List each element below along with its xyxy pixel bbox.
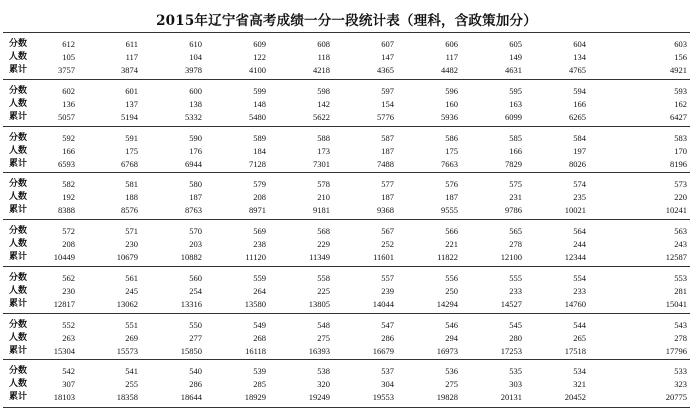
table-cell: 278	[509, 239, 522, 249]
cumulative-row	[3, 203, 690, 217]
table-cell: 197	[573, 145, 586, 156]
table-cell: 590	[189, 132, 202, 143]
row-label: 分数	[9, 179, 28, 190]
table-cell: 18929	[244, 392, 266, 403]
table-cell: 592	[62, 132, 75, 143]
table-cell: 6427	[670, 111, 687, 122]
table-cell: 542	[62, 366, 75, 377]
table-cell: 534	[573, 366, 586, 377]
table-cell: 156	[674, 52, 687, 62]
table-cell: 285	[253, 379, 266, 390]
row-label: 人数	[9, 145, 28, 156]
table-cell: 160	[445, 98, 458, 109]
table-cell: 561	[125, 272, 138, 283]
table-cell: 13062	[116, 298, 138, 309]
table-cell: 610	[189, 39, 202, 49]
table-cell: 5057	[58, 111, 75, 122]
table-cell: 599	[253, 85, 266, 96]
table-cell: 230	[62, 285, 75, 296]
row-label: 累计	[9, 65, 28, 75]
table-cell: 10679	[116, 252, 138, 262]
table-cell: 243	[674, 239, 687, 249]
table-cell: 166	[62, 145, 75, 156]
table-block	[3, 266, 690, 314]
table-cell: 544	[573, 319, 586, 330]
table-cell: 5194	[121, 111, 138, 122]
row-label: 累计	[9, 158, 28, 169]
table-cell: 187	[381, 192, 394, 203]
table-cell: 104	[189, 52, 202, 62]
table-cell: 12100	[500, 252, 522, 262]
table-cell: 231	[509, 192, 522, 203]
count-row	[3, 377, 690, 391]
table-cell: 571	[125, 226, 138, 236]
count-row	[3, 97, 690, 111]
table-cell: 8576	[121, 205, 138, 216]
table-cell: 14044	[372, 298, 394, 309]
table-cell: 277	[189, 332, 202, 343]
table-cell: 11120	[245, 252, 266, 262]
table-cell: 230	[125, 239, 138, 249]
table-cell: 594	[573, 85, 586, 96]
table-cell: 6099	[505, 111, 522, 122]
table-cell: 175	[125, 145, 138, 156]
row-label: 人数	[9, 285, 28, 296]
table-cell: 10241	[665, 205, 687, 216]
table-cell: 19553	[372, 392, 394, 403]
table-cell: 587	[381, 132, 394, 143]
score-row	[3, 224, 690, 238]
table-cell: 547	[381, 319, 394, 330]
table-cell: 238	[253, 239, 266, 249]
table-cell: 549	[253, 319, 266, 330]
table-cell: 5622	[313, 111, 330, 122]
table-cell: 5480	[249, 111, 266, 122]
table-cell: 570	[189, 226, 202, 236]
table-cell: 597	[381, 85, 394, 96]
table-cell: 608	[317, 39, 330, 49]
table-block	[3, 359, 690, 408]
table-cell: 12344	[564, 252, 586, 262]
table-cell: 7128	[249, 158, 266, 169]
table-cell: 593	[674, 85, 687, 96]
table-cell: 235	[573, 192, 586, 203]
table-cell: 210	[317, 192, 330, 203]
row-label: 累计	[9, 298, 28, 309]
table-cell: 154	[381, 98, 394, 109]
table-cell: 3874	[121, 65, 138, 75]
table-cell: 557	[381, 272, 394, 283]
table-cell: 18358	[116, 392, 138, 403]
table-cell: 244	[573, 239, 586, 249]
score-row	[3, 364, 690, 378]
table-cell: 8196	[670, 158, 687, 169]
table-cell: 12587	[665, 252, 687, 262]
table-cell: 20775	[665, 392, 687, 403]
table-cell: 250	[445, 285, 458, 296]
row-label: 人数	[9, 192, 28, 203]
table-cell: 268	[253, 332, 266, 343]
table-cell: 14527	[500, 298, 522, 309]
table-cell: 559	[253, 272, 266, 283]
table-cell: 558	[317, 272, 330, 283]
table-cell: 604	[573, 39, 586, 49]
table-cell: 16393	[308, 345, 330, 356]
row-label: 累计	[9, 345, 28, 356]
table-cell: 265	[573, 332, 586, 343]
table-cell: 543	[674, 319, 687, 330]
table-cell: 275	[317, 332, 330, 343]
count-row	[3, 284, 690, 298]
table-cell: 323	[674, 379, 687, 390]
table-cell: 6265	[569, 111, 586, 122]
table-cell: 233	[573, 285, 586, 296]
table-cell: 12817	[53, 298, 75, 309]
table-cell: 18103	[53, 392, 75, 403]
table-cell: 588	[317, 132, 330, 143]
table-cell: 208	[62, 239, 75, 249]
table-cell: 275	[445, 379, 458, 390]
table-cell: 553	[674, 272, 687, 283]
table-cell: 5332	[185, 111, 202, 122]
cumulative-row	[3, 297, 690, 311]
table-cell: 269	[125, 332, 138, 343]
table-cell: 221	[445, 239, 458, 249]
row-label: 分数	[9, 39, 28, 49]
table-cell: 17253	[500, 345, 522, 356]
table-cell: 583	[674, 132, 687, 143]
table-cell: 15850	[180, 345, 202, 356]
score-row	[3, 177, 690, 191]
table-cell: 16118	[245, 345, 266, 356]
table-cell: 7663	[441, 158, 458, 169]
table-cell: 609	[253, 39, 266, 49]
table-cell: 11601	[373, 252, 394, 262]
table-cell: 176	[189, 145, 202, 156]
table-cell: 575	[509, 179, 522, 190]
row-label: 累计	[9, 111, 28, 122]
cumulative-row	[3, 110, 690, 124]
table-cell: 5776	[377, 111, 394, 122]
table-cell: 4631	[505, 65, 522, 75]
table-cell: 550	[189, 319, 202, 330]
table-block	[3, 172, 690, 220]
table-cell: 574	[573, 179, 586, 190]
table-cell: 10021	[564, 205, 586, 216]
row-label: 分数	[9, 319, 28, 330]
table-cell: 263	[62, 332, 75, 343]
table-cell: 606	[445, 39, 458, 49]
table-cell: 567	[381, 226, 394, 236]
table-cell: 535	[509, 366, 522, 377]
table-cell: 579	[253, 179, 266, 190]
score-row	[3, 271, 690, 285]
table-cell: 545	[509, 319, 522, 330]
table-cell: 245	[125, 285, 138, 296]
table-cell: 18644	[180, 392, 202, 403]
table-cell: 303	[509, 379, 522, 390]
table-cell: 17518	[564, 345, 586, 356]
table-cell: 6768	[121, 158, 138, 169]
table-block	[3, 219, 690, 267]
table-cell: 307	[62, 379, 75, 390]
count-row	[3, 237, 690, 251]
row-label: 人数	[9, 379, 28, 390]
table-cell: 8763	[185, 205, 202, 216]
table-cell: 162	[674, 98, 687, 109]
table-cell: 170	[674, 145, 687, 156]
table-block	[3, 79, 690, 127]
table-cell: 541	[125, 366, 138, 377]
table-cell: 184	[253, 145, 266, 156]
table-cell: 8388	[58, 205, 75, 216]
cumulative-row	[3, 344, 690, 358]
cumulative-row	[3, 63, 690, 77]
score-row	[3, 37, 690, 51]
table-cell: 239	[381, 285, 394, 296]
table-cell: 4365	[377, 65, 394, 75]
table-cell: 17796	[665, 345, 687, 356]
table-cell: 5936	[441, 111, 458, 122]
table-cell: 149	[509, 52, 522, 62]
table-cell: 118	[317, 52, 330, 62]
table-cell: 280	[509, 332, 522, 343]
table-cell: 105	[62, 52, 75, 62]
table-cell: 19249	[308, 392, 330, 403]
table-cell: 187	[381, 145, 394, 156]
table-cell: 4482	[441, 65, 458, 75]
table-cell: 286	[189, 379, 202, 390]
table-cell: 13805	[308, 298, 330, 309]
table-title: 2015年辽宁省高考成绩一分一段统计表（理科，含政策加分）	[156, 13, 537, 29]
table-cell: 564	[573, 226, 586, 236]
table-cell: 565	[509, 226, 522, 236]
table-cell: 117	[445, 52, 458, 62]
table-cell: 572	[62, 226, 75, 236]
table-cell: 320	[317, 379, 330, 390]
table-block	[3, 313, 690, 361]
count-row	[3, 190, 690, 204]
table-cell: 607	[381, 39, 394, 49]
table-cell: 187	[189, 192, 202, 203]
table-cell: 569	[253, 226, 266, 236]
table-cell: 278	[674, 332, 687, 343]
table-cell: 14294	[436, 298, 458, 309]
table-cell: 586	[445, 132, 458, 143]
table-cell: 539	[253, 366, 266, 377]
table-cell: 286	[381, 332, 394, 343]
table-cell: 19828	[436, 392, 458, 403]
table-cell: 188	[125, 192, 138, 203]
score-row	[3, 84, 690, 98]
table-cell: 136	[62, 98, 75, 109]
table-cell: 595	[509, 85, 522, 96]
table-cell: 16973	[436, 345, 458, 356]
row-label: 累计	[9, 252, 28, 262]
table-cell: 591	[125, 132, 138, 143]
count-row	[3, 331, 690, 345]
table-cell: 601	[125, 85, 138, 96]
row-label: 人数	[9, 98, 28, 109]
table-cell: 582	[62, 179, 75, 190]
table-cell: 555	[509, 272, 522, 283]
table-cell: 225	[317, 285, 330, 296]
table-cell: 538	[317, 366, 330, 377]
table-cell: 137	[125, 98, 138, 109]
row-label: 分数	[9, 366, 28, 377]
table-cell: 15304	[53, 345, 75, 356]
table-cell: 254	[189, 285, 202, 296]
table-cell: 585	[509, 132, 522, 143]
table-cell: 552	[62, 319, 75, 330]
row-label: 人数	[9, 52, 28, 62]
table-cell: 602	[62, 85, 75, 96]
table-cell: 281	[674, 285, 687, 296]
table-cell: 9181	[313, 205, 330, 216]
table-cell: 9555	[441, 205, 458, 216]
table-cell: 581	[125, 179, 138, 190]
table-cell: 142	[317, 98, 330, 109]
table-cell: 166	[573, 98, 586, 109]
score-distribution-table	[3, 32, 690, 406]
table-cell: 220	[674, 192, 687, 203]
table-cell: 166	[509, 145, 522, 156]
table-cell: 605	[509, 39, 522, 49]
table-cell: 600	[189, 85, 202, 96]
table-cell: 10882	[180, 252, 202, 262]
table-cell: 9786	[505, 205, 522, 216]
table-cell: 562	[62, 272, 75, 283]
table-cell: 563	[674, 226, 687, 236]
table-cell: 11822	[437, 252, 458, 262]
table-cell: 537	[381, 366, 394, 377]
table-cell: 208	[253, 192, 266, 203]
table-cell: 192	[62, 192, 75, 203]
table-cell: 264	[253, 285, 266, 296]
table-cell: 536	[445, 366, 458, 377]
table-cell: 573	[674, 179, 687, 190]
score-row	[3, 318, 690, 332]
table-cell: 551	[125, 319, 138, 330]
table-block	[3, 32, 690, 80]
table-cell: 560	[189, 272, 202, 283]
table-cell: 147	[381, 52, 394, 62]
table-cell: 252	[381, 239, 394, 249]
table-cell: 4100	[249, 65, 266, 75]
table-cell: 321	[573, 379, 586, 390]
table-cell: 138	[189, 98, 202, 109]
table-cell: 148	[253, 98, 266, 109]
table-cell: 294	[445, 332, 458, 343]
table-cell: 548	[317, 319, 330, 330]
table-cell: 255	[125, 379, 138, 390]
row-label: 累计	[9, 205, 28, 216]
table-cell: 568	[317, 226, 330, 236]
table-cell: 175	[445, 145, 458, 156]
table-cell: 7488	[377, 158, 394, 169]
table-cell: 540	[189, 366, 202, 377]
cumulative-row	[3, 390, 690, 404]
table-cell: 15573	[116, 345, 138, 356]
row-label: 分数	[9, 272, 28, 283]
table-cell: 16679	[372, 345, 394, 356]
table-cell: 4921	[670, 65, 687, 75]
table-cell: 117	[125, 52, 138, 62]
table-cell: 229	[317, 239, 330, 249]
table-cell: 3757	[58, 65, 75, 75]
row-label: 分数	[9, 85, 28, 96]
score-row	[3, 131, 690, 145]
table-cell: 7301	[313, 158, 330, 169]
count-row	[3, 50, 690, 64]
row-label: 人数	[9, 239, 28, 249]
table-cell: 134	[573, 52, 586, 62]
table-cell: 580	[189, 179, 202, 190]
table-cell: 584	[573, 132, 586, 143]
table-cell: 14760	[564, 298, 586, 309]
table-cell: 554	[573, 272, 586, 283]
table-cell: 15041	[665, 298, 687, 309]
row-label: 人数	[9, 332, 28, 343]
table-block	[3, 126, 690, 174]
table-cell: 13316	[180, 298, 202, 309]
row-label: 累计	[9, 392, 28, 403]
table-cell: 20131	[500, 392, 522, 403]
table-cell: 13580	[244, 298, 266, 309]
row-label: 分数	[9, 132, 28, 143]
table-cell: 533	[674, 366, 687, 377]
table-cell: 7829	[505, 158, 522, 169]
table-cell: 4218	[313, 65, 330, 75]
row-label: 分数	[9, 226, 28, 236]
table-cell: 8026	[569, 158, 586, 169]
table-cell: 203	[189, 239, 202, 249]
table-cell: 11349	[309, 252, 330, 262]
table-cell: 173	[317, 145, 330, 156]
table-cell: 4765	[569, 65, 586, 75]
table-cell: 611	[125, 39, 138, 49]
table-cell: 304	[381, 379, 394, 390]
table-cell: 122	[253, 52, 266, 62]
table-cell: 9368	[377, 205, 394, 216]
table-cell: 577	[381, 179, 394, 190]
table-cell: 603	[674, 39, 687, 49]
table-cell: 3978	[185, 65, 202, 75]
cumulative-row	[3, 157, 690, 171]
table-cell: 8971	[249, 205, 266, 216]
table-cell: 187	[445, 192, 458, 203]
table-cell: 6593	[58, 158, 75, 169]
table-cell: 546	[445, 319, 458, 330]
table-cell: 556	[445, 272, 458, 283]
table-cell: 233	[509, 285, 522, 296]
table-cell: 576	[445, 179, 458, 190]
table-cell: 612	[62, 39, 75, 49]
table-cell: 596	[445, 85, 458, 96]
cumulative-row	[3, 250, 690, 264]
table-cell: 589	[253, 132, 266, 143]
table-cell: 598	[317, 85, 330, 96]
table-cell: 10449	[53, 252, 75, 262]
table-cell: 578	[317, 179, 330, 190]
table-cell: 6944	[185, 158, 202, 169]
table-cell: 163	[509, 98, 522, 109]
count-row	[3, 144, 690, 158]
table-cell: 566	[445, 226, 458, 236]
table-cell: 20452	[564, 392, 586, 403]
